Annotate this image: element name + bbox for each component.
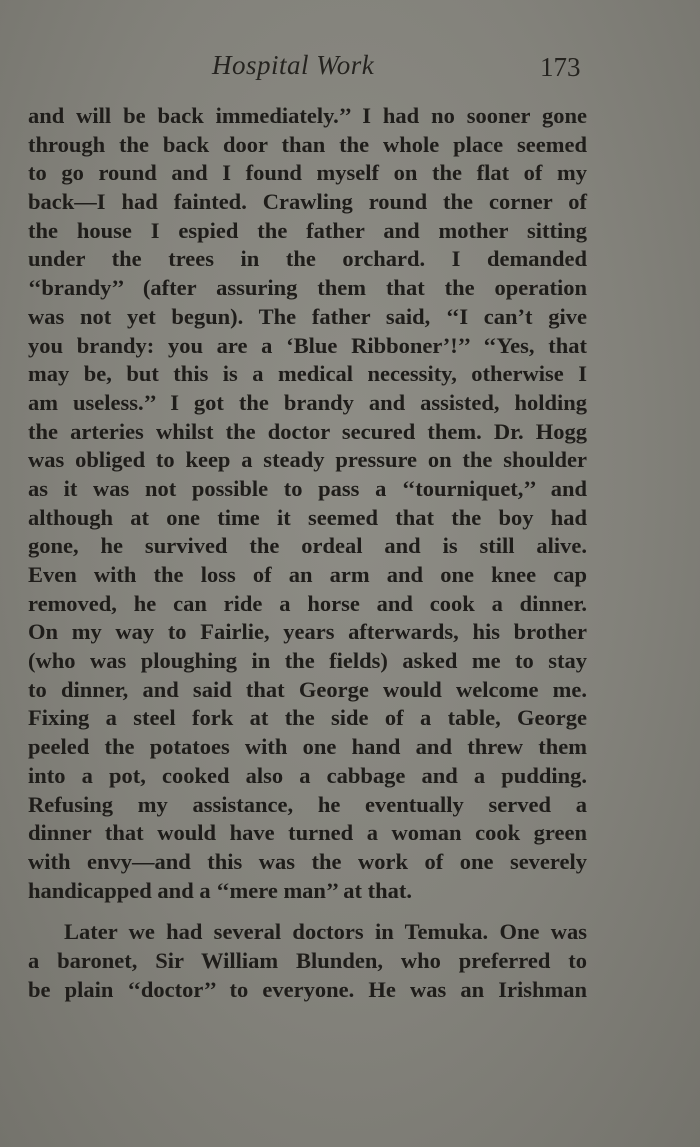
- text-line: (who was ploughing in the fields) asked me to stay: [28, 648, 587, 674]
- text-line: although at one time it seemed that the boy had: [28, 504, 587, 530]
- running-title: Hospital Work: [212, 50, 375, 80]
- text-line: removed, he can ride a horse and cook a dinner.: [28, 590, 587, 616]
- text-line: the house I espied the father and mother sitting: [28, 217, 587, 243]
- text-line: am useless.’’ I got the brandy and assisted, holding: [28, 389, 587, 415]
- text-line: may be, but this is a medical necessity, otherwise I: [28, 361, 587, 387]
- text-line: through the back door than the whole place seemed: [28, 131, 587, 157]
- paragraph: [28, 918, 587, 1004]
- text-line: and will be back immediately.’’ I had no sooner gone: [28, 103, 587, 128]
- text-line: On my way to Fairlie, years afterwards, his brother: [28, 619, 587, 645]
- text-line: Later we had several doctors in Temuka. One was: [64, 919, 587, 945]
- text-line: peeled the potatoes with one hand and threw them: [28, 734, 587, 760]
- text-line: was obliged to keep a steady pressure on the shoulder: [28, 447, 587, 473]
- text-line: dinner that would have turned a woman cook green: [28, 820, 587, 846]
- text-line: with envy—and this was the work of one severely: [28, 848, 587, 874]
- text-line: Refusing my assistance, he eventually served a: [28, 791, 587, 817]
- text-line: was not yet begun). The father said, ‘‘I can’t give: [28, 303, 587, 329]
- body-text: [28, 102, 587, 1004]
- text-line: under the trees in the orchard. I demanded: [28, 246, 587, 272]
- text-line: to dinner, and said that George would welcome me.: [28, 676, 587, 702]
- text-line: the arteries whilst the doctor secured them. Dr. Hogg: [28, 418, 587, 444]
- text-line: handicapped and a ‘‘mere man’’ at that.: [28, 877, 412, 903]
- text-line: you brandy: you are a ‘Blue Ribboner’!’’ ‘‘Yes, that: [28, 332, 587, 358]
- paragraph: [28, 102, 587, 905]
- text-line: a baronet, Sir William Blunden, who preferred to: [28, 947, 587, 973]
- text-line: into a pot, cooked also a cabbage and a pudding.: [28, 762, 587, 788]
- text-line: ‘‘brandy’’ (after assuring them that the operation: [28, 275, 587, 301]
- text-line: be plain ‘‘doctor’’ to everyone. He was an Irishman: [28, 976, 587, 1002]
- text-line: gone, he survived the ordeal and is still alive.: [28, 533, 587, 559]
- text-line: Even with the loss of an arm and one knee cap: [28, 562, 587, 587]
- text-line: Fixing a steel fork at the side of a table, George: [28, 705, 587, 731]
- text-line: to go round and I found myself on the flat of my: [28, 160, 587, 186]
- paragraph-gap: [28, 905, 587, 918]
- page-header: [0, 50, 700, 86]
- text-line: as it was not possible to pass a ‘‘tourniquet,’’ and: [28, 475, 587, 501]
- page-number: 173: [540, 52, 581, 82]
- text-line: back—I had fainted. Crawling round the corner of: [28, 189, 587, 215]
